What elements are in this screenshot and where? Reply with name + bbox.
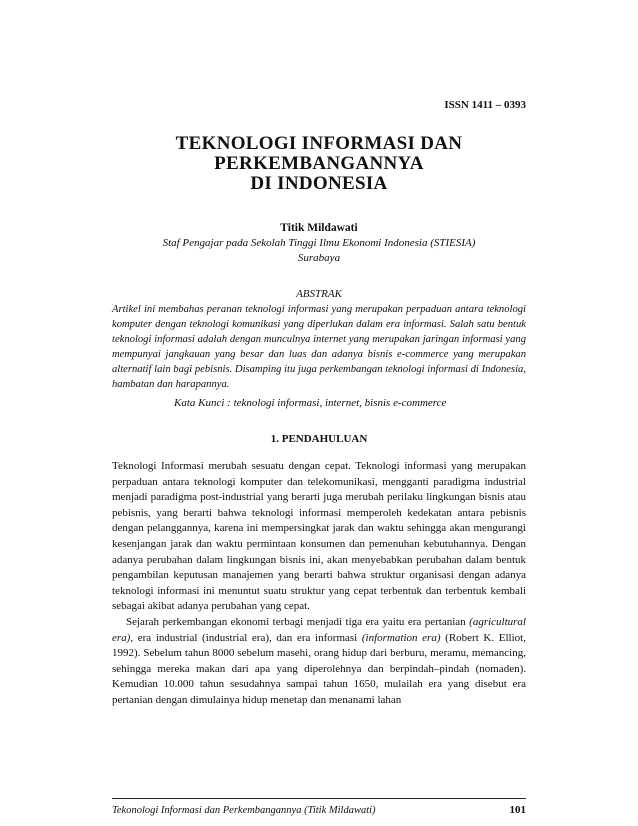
issn-label: ISSN 1411 – 0393 <box>444 99 526 111</box>
footer-divider <box>112 798 526 799</box>
paragraph-2 <box>112 615 526 709</box>
paragraph-2-part-3: (Robert K. Elliot, 1992). Sebelum tahun 8000 sebelum masehi, orang hidup dari berburu, meramu, memancing, sehingga mereka makan dari apa yang diperolehnya dan berpindah–pindah (nomaden). Kemudian 10.000 tahun sesudahnya sampai tahun 1650, mulailah era yang disebut era pertanian dengan dimulainya hidup menetap dan menanami lahan <box>112 631 526 706</box>
paragraph-2-italic-2: (information era) <box>361 631 441 644</box>
running-footer-title: Tekonologi Informasi dan Perkembangannya (Titik Mildawati) <box>112 805 376 816</box>
paragraph-2-italic-1: (agricultural era) <box>112 615 526 644</box>
title-line-3: DI INDONESIA <box>250 173 388 194</box>
abstract-text: Artikel ini membahas peranan teknologi informasi yang merupakan perpaduan antara teknologi komputer dengan teknologi komunikasi yang diperlukan dalam era informasi. Salah satu bentuk teknologi informasi adalah dengan munculnya internet yang merupakan jaringan informasi yang mempunyai jangkauan yang besar dan luas dan adanya bisnis e-commerce yang merupakan alternatif lain bagi pebisnis. Disamping itu juga perkembangan teknologi informasi di Indonesia, hambatan dan harapannya. <box>112 304 526 390</box>
author-affiliation <box>0 236 638 266</box>
paragraph-1: Teknologi Informasi merubah sesuatu dengan cepat. Teknologi informasi yang merupakan perpaduan antara teknologi komputer dan telekomunikasi, mengganti paradigma industrial menjadi paradigma post-industrial yang berarti juga merubah perilaku lingkungan bisnis atau pebisnis, yang berarti bahwa teknologi informasi memperoleh kedekatan antara pebisnis dengan pelanggannya, karena ini mempersingkat jarak dan waktu sehingga akan mengurangi kesenjangan jarak dan waktu permintaan konsumen dan pemenuhan kebutuhannya. Dengan adanya perubahan dalam lingkungan bisnis ini, akan menyebabkan perubahan dalam bentuk pengambilan keputusan manajemen yang berarti bahwa struktur organisasi dengan adanya teknologi informasi ini menuntut suatu struktur yang cepat terbentuk dan terbentuk kembali sebagai akibat adanya perubahan yang cepat. <box>112 460 526 613</box>
article-title <box>0 134 638 194</box>
abstract-heading: ABSTRAK <box>296 288 342 300</box>
page-number: 101 <box>509 804 526 816</box>
keywords: Kata Kunci : teknologi informasi, internet, bisnis e-commerce <box>174 397 447 409</box>
author-name: Titik Mildawati <box>280 222 358 234</box>
paragraph-2-part-1: Sejarah perkembangan ekonomi terbagi menjadi tiga era yaitu era pertanian <box>126 615 470 628</box>
affiliation-line-1: Staf Pengajar pada Sekolah Tinggi Ilmu Ekonomi Indonesia (STIESIA) <box>162 237 476 249</box>
affiliation-line-2: Surabaya <box>297 252 341 264</box>
title-line-1: TEKNOLOGI INFORMASI DAN <box>175 133 463 154</box>
paragraph-2-part-2: , era industrial (industrial era), dan era informasi <box>130 631 362 644</box>
section-heading: 1. PENDAHULUAN <box>270 433 368 445</box>
body-text <box>112 459 526 709</box>
abstract-body <box>112 302 526 392</box>
title-line-2: PERKEMBANGANNYA <box>214 153 424 174</box>
